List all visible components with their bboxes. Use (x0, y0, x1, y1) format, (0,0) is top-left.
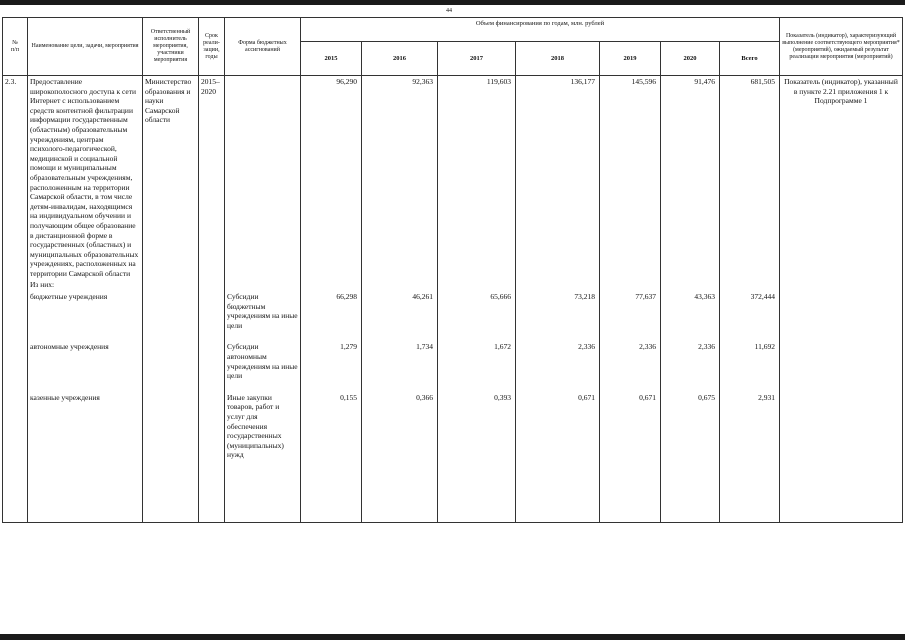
header-name: Наименование цели, задачи, мероприятия (28, 18, 143, 76)
table-row (3, 291, 903, 331)
header-year: 2017 (438, 42, 516, 76)
value-cell: 0,155 (301, 392, 362, 523)
sub-row-form: Субсидии автономным учреждениям на иные цели (225, 341, 301, 381)
financing-table (2, 17, 903, 523)
value-cell: 2,336 (600, 341, 661, 381)
header-executor: Ответственный исполнитель мероприятия, участники мероприятия (143, 18, 199, 76)
value-cell: 0,671 (516, 392, 600, 523)
value-cell: 0,675 (661, 392, 720, 523)
header-indicator: Показатель (индикатор), характеризующий выполнение соответствующего мероприятия* (мероприятий), ожидаемый результат реализации мероприятия (мероприятий) (780, 18, 903, 76)
value-cell: 0,366 (362, 392, 438, 523)
of-which-label: Из них: (28, 279, 143, 291)
value-cell: 0,393 (438, 392, 516, 523)
row-number: 2.3. (3, 76, 28, 280)
value-cell: 43,363 (661, 291, 720, 331)
header-period: Срок реали-зации, годы (199, 18, 225, 76)
table-row (3, 392, 903, 523)
header-num: № п/п (3, 18, 28, 76)
table-row (3, 76, 903, 280)
value-cell: 77,637 (600, 291, 661, 331)
value-cell: 91,476 (661, 76, 720, 280)
sub-row-name: казенные учреждения (28, 392, 143, 523)
row-executor: Министерство образования и науки Самарской области (143, 76, 199, 280)
value-cell: 1,734 (362, 341, 438, 381)
value-cell: 136,177 (516, 76, 600, 280)
value-cell: 2,336 (516, 341, 600, 381)
total-cell: 681,505 (720, 76, 780, 280)
value-cell: 1,279 (301, 341, 362, 381)
header-year: 2019 (600, 42, 661, 76)
total-cell: 2,931 (720, 392, 780, 523)
value-cell: 92,363 (362, 76, 438, 280)
value-cell: 73,218 (516, 291, 600, 331)
header-total: Всего (720, 42, 780, 76)
value-cell: 2,336 (661, 341, 720, 381)
page-number: 44 (446, 8, 452, 14)
header-year: 2020 (661, 42, 720, 76)
sub-row-form: Иные закупки товаров, работ и услуг для обеспечения государственных (муниципальных) нужд (225, 392, 301, 523)
row-period: 2015–2020 (199, 76, 225, 280)
header-funding: Объем финансирования по годам, млн. рублей (301, 18, 780, 42)
row-indicator: Показатель (индикатор), указанный в пункте 2.21 приложения 1 к Подпрограмме 1 (780, 76, 903, 280)
value-cell: 46,261 (362, 291, 438, 331)
sub-row-name: автономные учреждения (28, 341, 143, 381)
sub-row-name: бюджетные учреждения (28, 291, 143, 331)
value-cell: 119,603 (438, 76, 516, 280)
value-cell: 96,290 (301, 76, 362, 280)
value-cell: 65,666 (438, 291, 516, 331)
top-border (0, 0, 905, 5)
row-form (225, 76, 301, 280)
header-year: 2016 (362, 42, 438, 76)
header-year: 2018 (516, 42, 600, 76)
value-cell: 1,672 (438, 341, 516, 381)
bottom-border (0, 634, 905, 640)
row-name: Предоставление широкополосного доступа к сети Интернет с использованием средств контентной фильтрации информации государственным (областным) образовательным учреждениям, центрам психолого-педагогической, медицинской и социальной помощи и муниципальным образовательным учреждениям, расположенным на территории Самарской области, в том числе детям-инвалидам, находящимся на индивидуальном обучении и получающим общее образование в дистанционной форме в государственных (областных) и муниципальных образовательных учреждениях, расположенных на территории Самарской области (28, 76, 143, 280)
header-year: 2015 (301, 42, 362, 76)
value-cell: 66,298 (301, 291, 362, 331)
total-cell: 372,444 (720, 291, 780, 331)
total-cell: 11,692 (720, 341, 780, 381)
table-row (3, 279, 903, 291)
value-cell: 0,671 (600, 392, 661, 523)
header-form: Форма бюджетных ассигнований (225, 18, 301, 76)
sub-row-form: Субсидии бюджетным учреждениям на иные цели (225, 291, 301, 331)
value-cell: 145,596 (600, 76, 661, 280)
table-row (3, 341, 903, 381)
